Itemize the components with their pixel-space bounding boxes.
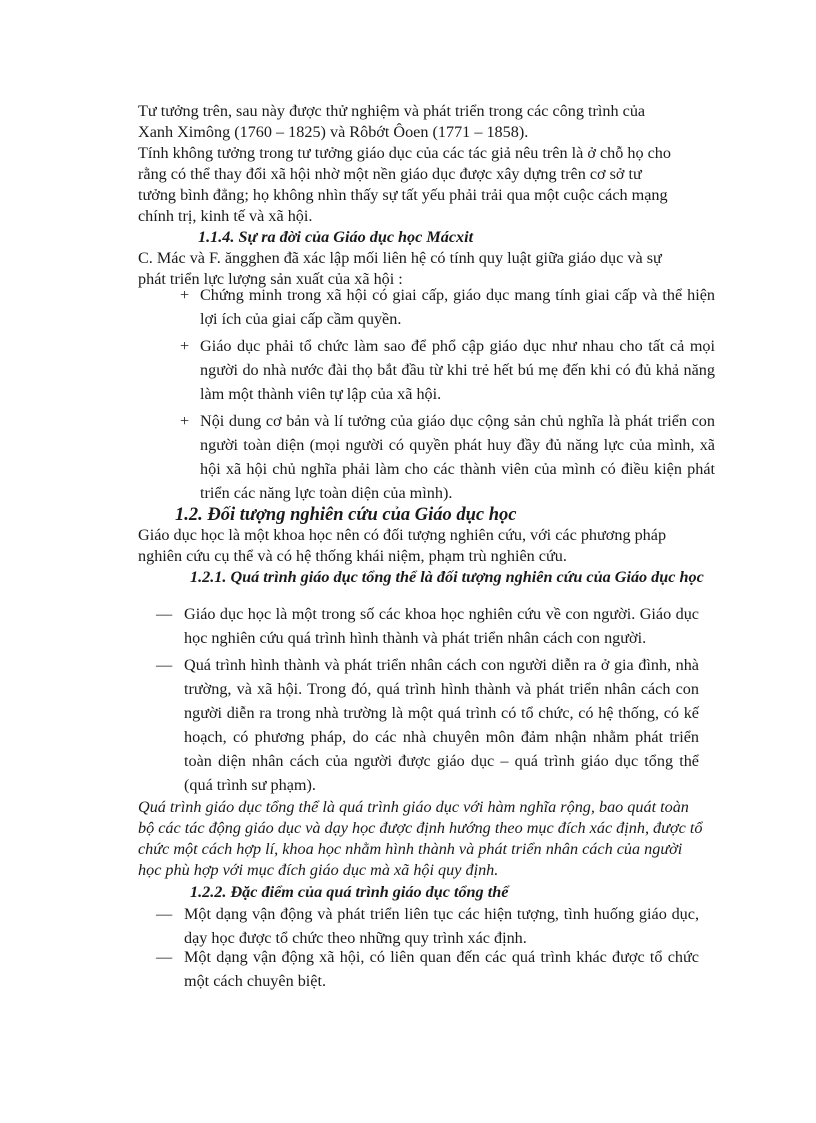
paragraph-utopian-critique: Tính không tưởng trong tư tưởng giáo dục của các tác giả nêu trên là ở chỗ họ cho rằng có thể thay đổi xã hội nhờ một nền giáo dục được xây dựng trên cơ sở tư tưởng bình đẳng; họ không nhìn thấy sự tất yếu phải trải qua một cuộc cách mạng chính trị, kinh tế và xã hội. — [138, 144, 671, 225]
paragraph-utopian-intro: Tư tưởng trên, sau này được thử nghiệm và phát triển trong các công trình của Xanh Ximông (1760 – 1825) và Rôbớt Ôoen (1771 – 1858). — [138, 102, 646, 141]
list-item — [180, 409, 715, 505]
heading-1-2: 1.2. Đối tượng nghiên cứu của Giáo dục học — [175, 505, 517, 525]
list-item-text: Chứng minh trong xã hội có giai cấp, giáo dục mang tính giai cấp và thể hiện lợi ích của giai cấp cầm quyền. — [200, 286, 715, 328]
dash-marker: — — [156, 656, 173, 674]
list-item-text: Giáo dục phải tổ chức làm sao để phổ cập giáo dục như nhau cho tất cả mọi người do nhà nước đài thọ bắt đầu từ khi trẻ hết bú mẹ đến khi có đủ khả năng làm một thành viên tự lập của xã hội. — [200, 337, 715, 403]
list-item — [156, 653, 699, 797]
paragraph-object-of-study: Giáo dục học là một khoa học nên có đối tượng nghiên cứu, với các phương pháp nghiên cứu cụ thể và có hệ thống khái niệm, phạm trù nghiên cứu. — [138, 526, 667, 565]
list-item — [156, 902, 699, 950]
list-item — [180, 334, 715, 406]
list-item-text: Một dạng vận động xã hội, có liên quan đến các quá trình khác được tổ chức một cách chuyên biệt. — [184, 948, 699, 990]
heading-1-2-2: 1.2.2. Đặc điểm của quá trình giáo dục tổng thể — [190, 883, 509, 901]
list-item — [180, 283, 715, 331]
list-item-text: Giáo dục học là một trong số các khoa học nghiên cứu về con người. Giáo dục học nghiên cứu quá trình hình thành và phát triển nhân cách con người. — [184, 605, 699, 647]
dash-marker: — — [156, 948, 173, 966]
heading-1-2-1: 1.2.1. Quá trình giáo dục tổng thể là đối tượng nghiên cứu của Giáo dục học — [190, 568, 704, 586]
list-item-text: Quá trình hình thành và phát triển nhân cách con người diễn ra ở gia đình, nhà trường, và xã hội. Trong đó, quá trình hình thành và phát triển nhân cách con người diễn ra trong nhà trường là một quá trình có tổ chức, có hệ thống, có kế hoạch, có phương pháp, do các nhà chuyên môn đảm nhận nhằm phát triển toàn diện nhân cách của người được giáo dục – quá trình giáo dục tổng thể (quá trình sư phạm). — [184, 656, 699, 794]
list-item-text: Một dạng vận động và phát triển liên tục các hiện tượng, tình huống giáo dục, dạy học được tổ chức theo những quy trình xác định. — [184, 905, 699, 947]
heading-1-1-4: 1.1.4. Sự ra đời của Giáo dục học Mácxit — [198, 228, 474, 246]
list-item — [156, 602, 699, 650]
plus-marker: + — [180, 286, 190, 304]
list-item-text: Nội dung cơ bản và lí tưởng của giáo dục cộng sản chủ nghĩa là phát triển con người toàn diện (mọi người có quyền phát huy đầy đủ năng lực của mình, xã hội xã hội chủ nghĩa phải làm cho các thành viên của mình có điều kiện phát triển các năng lực toàn diện của mình). — [200, 412, 715, 502]
paragraph-marx-engels: C. Mác và F. ăngghen đã xác lập mối liên hệ có tính quy luật giữa giáo dục và sự phát triển lực lượng sản xuất của xã hội : — [138, 249, 662, 288]
definition-paragraph: Quá trình giáo dục tổng thể là quá trình giáo dục với hàm nghĩa rộng, bao quát toàn bộ các tác động giáo dục và dạy học được định hướng theo mục đích xác định, được tổ chức một cách hợp lí, khoa học nhằm hình thành và phát triển nhân cách của người học phù hợp với mục đích giáo dục mà xã hội quy định. — [138, 798, 703, 879]
plus-marker: + — [180, 412, 190, 430]
dash-marker: — — [156, 905, 173, 923]
list-item — [156, 945, 699, 993]
plus-marker: + — [180, 337, 190, 355]
dash-marker: — — [156, 605, 173, 623]
